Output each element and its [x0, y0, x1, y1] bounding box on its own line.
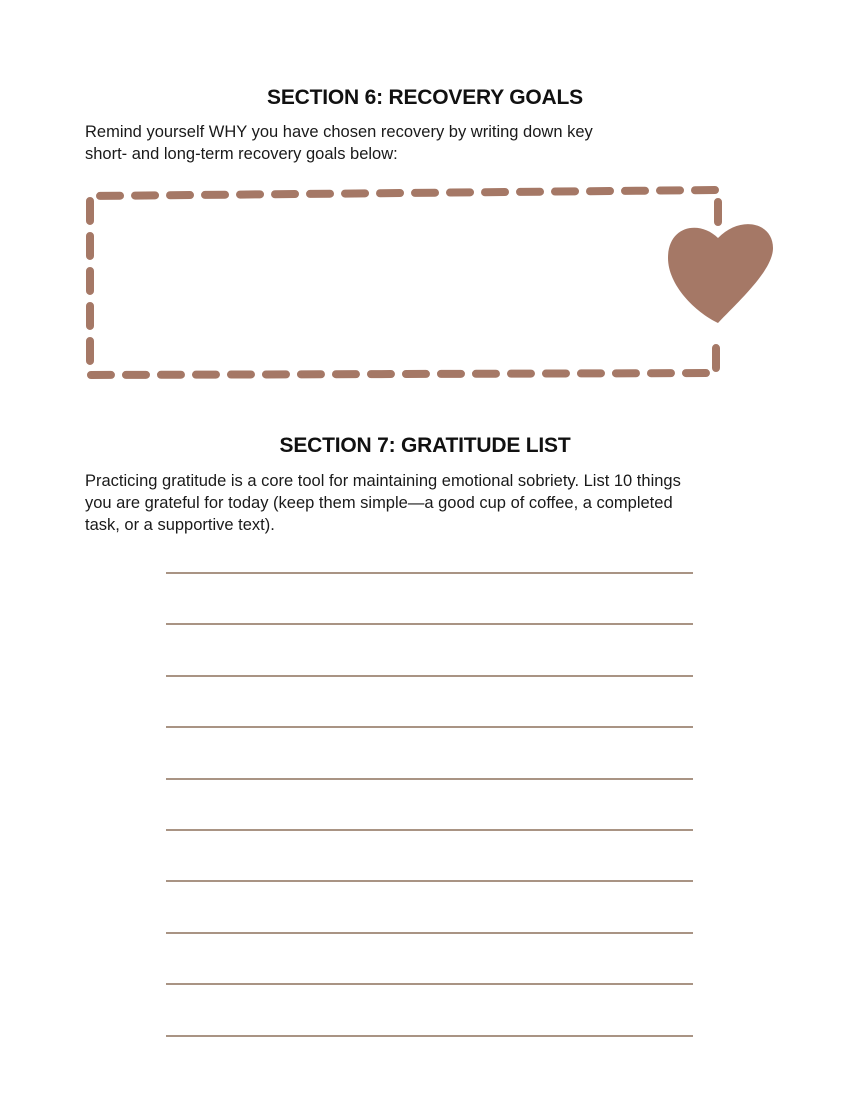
section-7-instructions	[85, 470, 681, 536]
gratitude-write-line[interactable]	[166, 726, 693, 728]
gratitude-write-line[interactable]	[166, 983, 693, 985]
gratitude-write-line[interactable]	[166, 1035, 693, 1037]
dashed-border	[90, 190, 718, 375]
instruction-line: Remind yourself WHY you have chosen recovery by writing down key	[85, 123, 593, 141]
gratitude-write-line[interactable]	[166, 572, 693, 574]
gratitude-write-line[interactable]	[166, 778, 693, 780]
section-6-title: SECTION 6: RECOVERY GOALS	[267, 86, 583, 109]
gratitude-write-line[interactable]	[166, 829, 693, 831]
instruction-line: Practicing gratitude is a core tool for maintaining emotional sobriety. List 10 things	[85, 472, 681, 490]
instruction-line: task, or a supportive text).	[85, 516, 275, 534]
gratitude-write-line[interactable]	[166, 623, 693, 625]
heart-icon	[668, 224, 773, 323]
goals-box	[0, 0, 850, 420]
instruction-line: you are grateful for today (keep them simple—a good cup of coffee, a completed	[85, 494, 673, 512]
gratitude-write-line[interactable]	[166, 675, 693, 677]
gratitude-write-line[interactable]	[166, 880, 693, 882]
instruction-line: short- and long-term recovery goals below:	[85, 145, 398, 163]
gratitude-write-line[interactable]	[166, 932, 693, 934]
section-7-title: SECTION 7: GRATITUDE LIST	[279, 434, 571, 457]
